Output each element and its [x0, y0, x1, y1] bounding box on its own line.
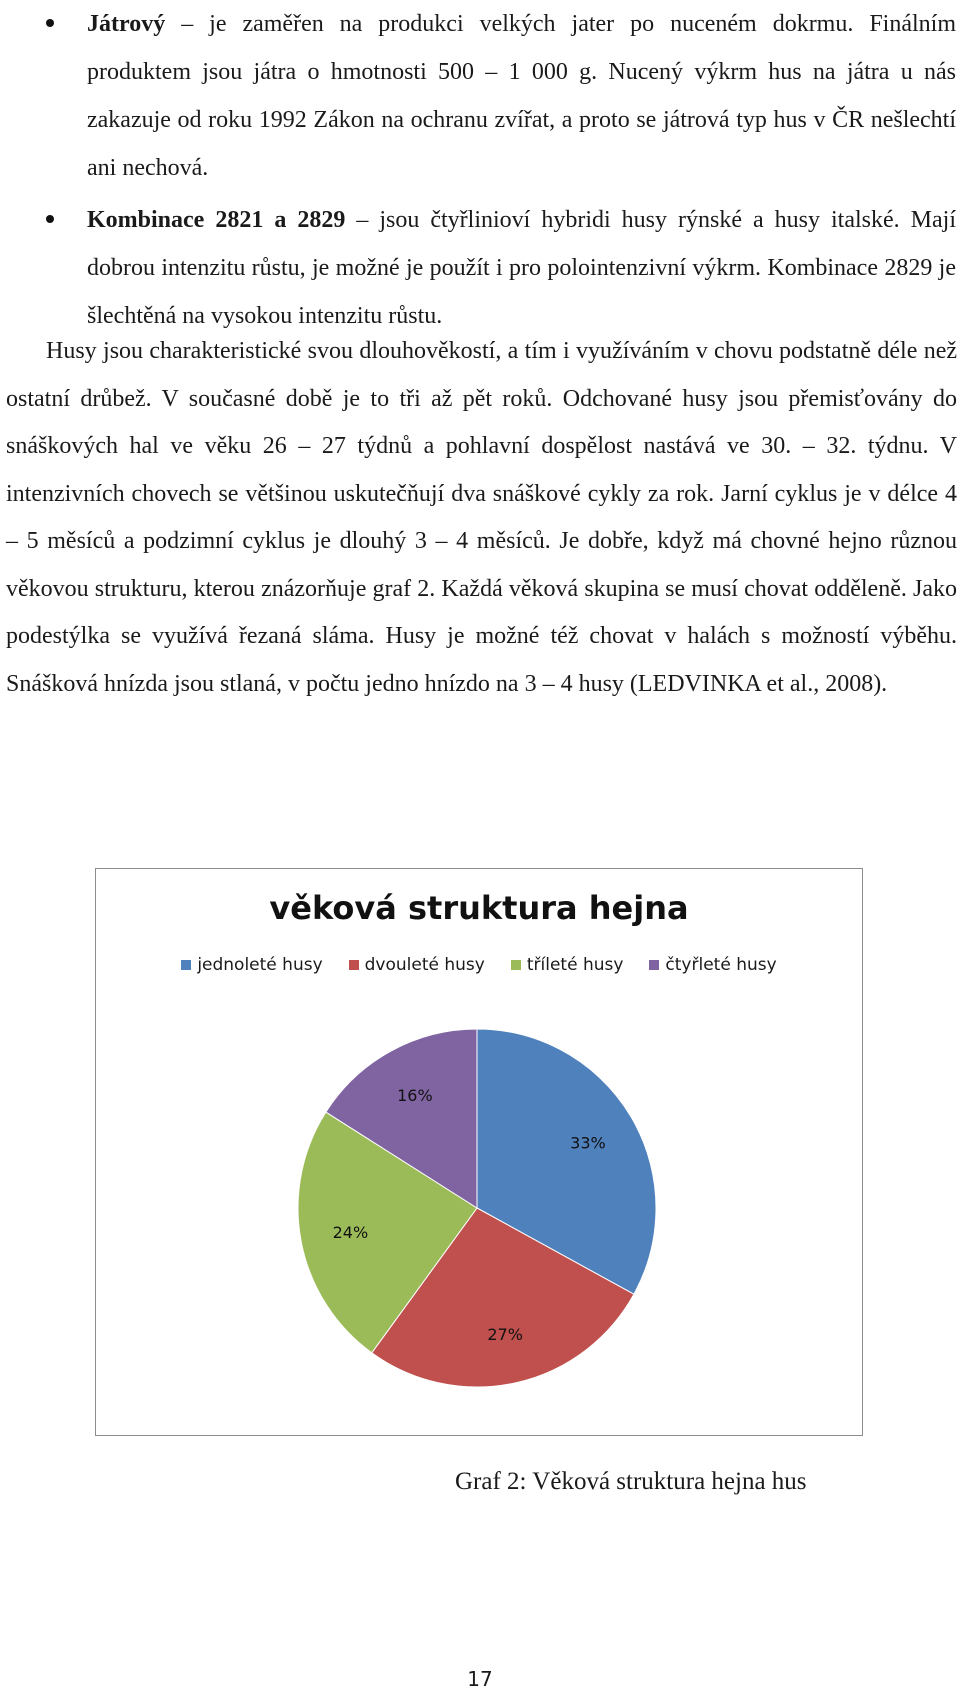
bullet-icon [46, 215, 54, 223]
bullet-icon [46, 19, 54, 27]
slice-label: 33% [570, 1133, 606, 1153]
figure-caption: Graf 2: Věková struktura hejna hus [455, 1468, 807, 1495]
bullet-text [87, 196, 956, 340]
bullet-body: – je zaměřen na produkci velkých jater po nuceném dokrmu. Finálním produktem jsou játra o hmotnosti 500 – 1 000 g. Nucený výkrm hus na játra u nás zakazuje od roku 1992 Zákon na ochranu zvířat, a proto se játrová typ hus v ČR nešlechtí ani nechová. [87, 11, 956, 181]
chart-title: věková struktura hejna [269, 889, 689, 927]
list-item [0, 0, 960, 192]
body-paragraph: Husy jsou charakteristické svou dlouhověkostí, a tím i využíváním v chovu podstatně déle než ostatní drůbež. V současné době je to tři až pět roků. Odchované husy jsou přemisťovány do snáškových hal ve věku 26 – 27 týdnů a pohlavní dospělost nastává ve 30. – 32. týdnu. V intenzivních chovech se většinou uskutečňují dva snáškové cykly za rok. Jarní cyklus je v délce 4 – 5 měsíců a podzimní cyklus je dlouhý 3 – 4 měsíců. Je dobře, když má chovné hejno různou věkovou strukturu, kterou znázorňuje graf 2. Každá věková skupina se musí chovat odděleně. Jako podestýlka se využívá řezaná sláma. Husy je možné též chovat v halách s možností výběhu. Snášková hnízda jsou stlaná, v počtu jedno hnízdo na 3 – 4 husy (LEDVINKA et al., 2008). [6, 338, 957, 697]
page-number: 17 [467, 1667, 493, 1691]
legend-label: tříleté husy [526, 955, 624, 975]
bullet-term: Kombinace 2821 a 2829 [87, 207, 346, 233]
slice-label: 27% [487, 1324, 523, 1344]
slice-label: 24% [332, 1223, 369, 1243]
legend-label: jednoleté husy [197, 955, 323, 975]
pie-chart [95, 868, 863, 1436]
legend-label: čtyřleté husy [665, 955, 777, 975]
legend-label: dvouleté husy [364, 955, 485, 975]
bullet-list [0, 0, 960, 340]
bullet-text [87, 0, 956, 192]
bullet-term: Játrový [87, 11, 166, 37]
bullet-body: – jsou čtyřlinioví hybridi husy rýnské a husy italské. Mají dobrou intenzitu růstu, je možné je použít i pro polointenzivní výkrm. Kombinace 2829 je šlechtěná na vysokou intenzitu růstu. [87, 207, 956, 329]
list-item [0, 196, 960, 340]
pie-plot-area [96, 869, 862, 1435]
slice-label: 16% [397, 1086, 433, 1106]
